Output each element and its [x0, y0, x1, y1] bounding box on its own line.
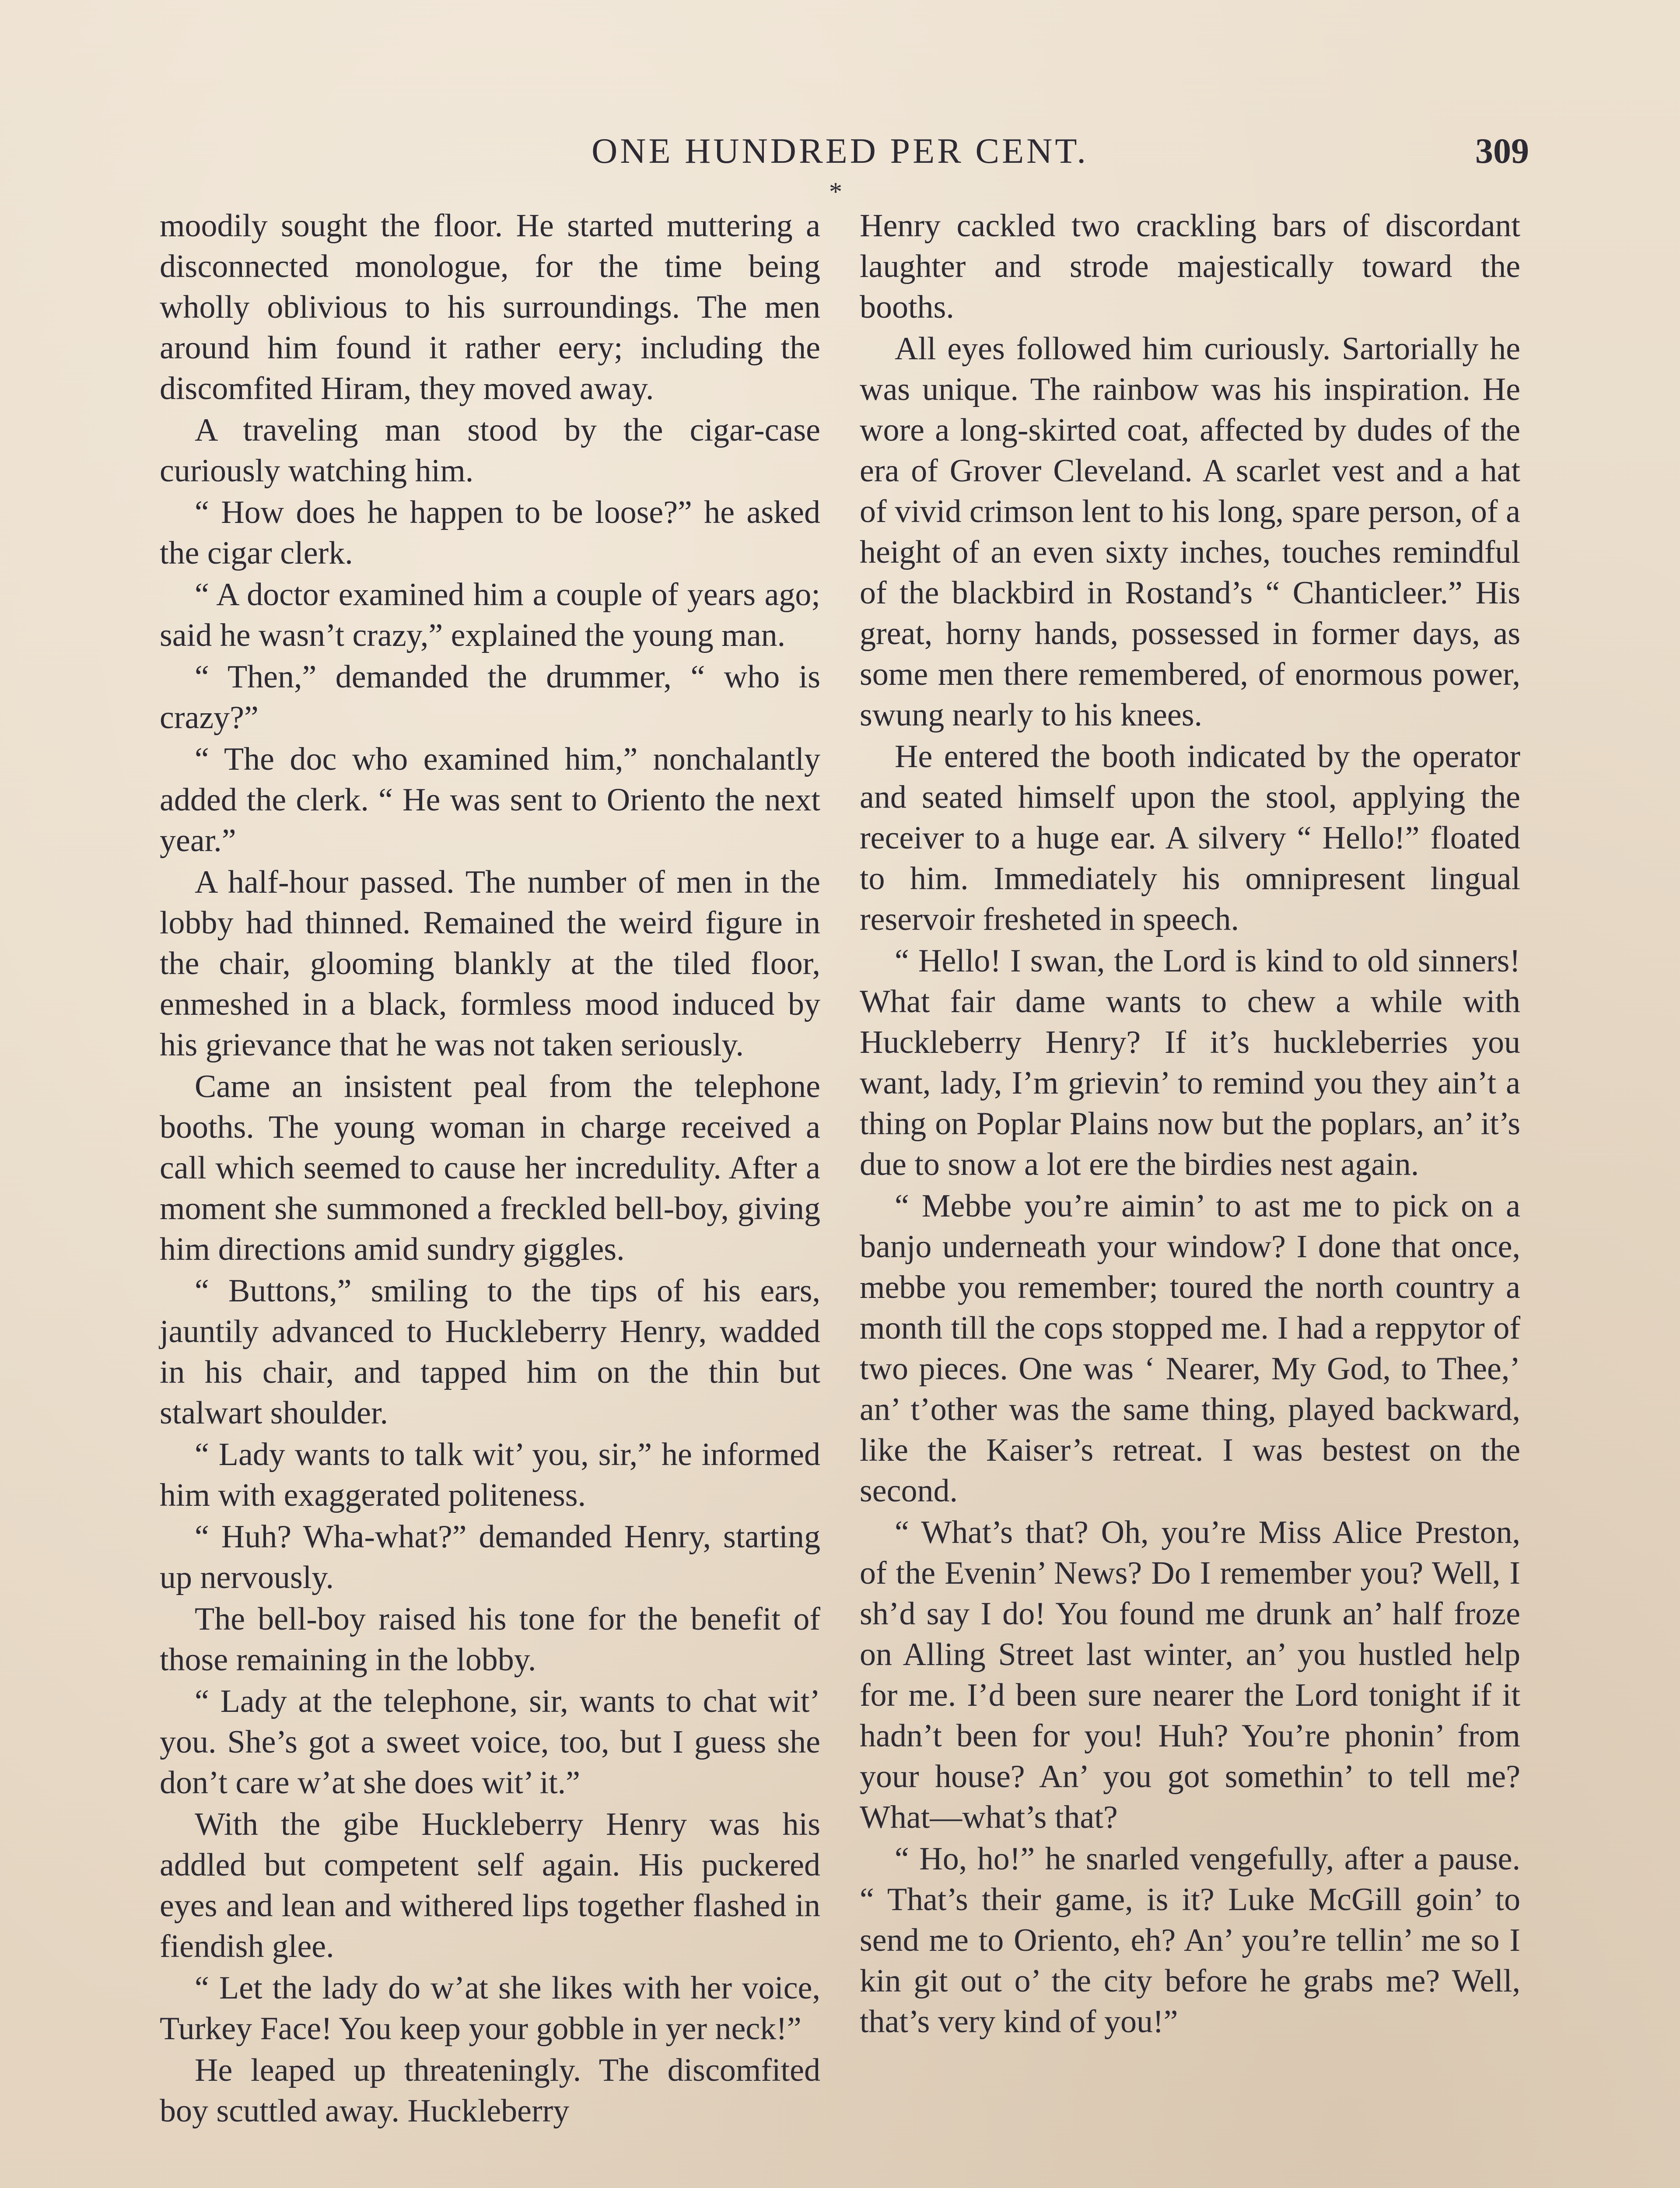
- paragraph: A half-hour passed. The number of men in the lobby had thinned. Remained the weird figure in the chair, glooming blankly at the tiled floor, enmeshed in a black, formless mood induced by his grievance that he was not taken seriously.: [160, 864, 820, 1063]
- paragraph: “ What’s that? Oh, you’re Miss Alice Preston, of the Evenin’ News? Do I remember you? Well, I sh’d say I do! You found me drunk an’ half froze on Alling Street last winter, an’ you hustled help for me. I’d been sure nearer the Lord tonight if it hadn’t been for you! Huh? You’re phonin’ from your house? An’ you got somethin’ to tell me? What—what’s that?: [860, 1515, 1520, 1835]
- paragraph: “ Ho, ho!” he snarled vengefully, after a pause. “ That’s their game, is it? Luke McGill goin’ to send me to Oriento, eh? An’ you’re tellin’ me so I kin git out o’ the city before he grabs me? Well, that’s very kind of you!”: [860, 1841, 1520, 2040]
- left-column: [160, 206, 820, 2132]
- asterisk-mark: *: [829, 177, 842, 206]
- paragraph: “ Mebbe you’re aimin’ to ast me to pick on a banjo underneath your window? I done that once, mebbe you remember; toured the north country a month till the cops stopped me. I had a reppytor of two pieces. One was ‘ Nearer, My God, to Thee,’ an’ t’other was the same thing, played backward, like the Kaiser’s retreat. I was bestest on the second.: [860, 1188, 1520, 1509]
- page-number: 309: [1475, 131, 1529, 171]
- paragraph: Henry cackled two crackling bars of discordant laughter and strode majestically toward the booths.: [860, 208, 1520, 325]
- page-header: [0, 127, 1680, 175]
- paragraph: “ Then,” demanded the drummer, “ who is crazy?”: [160, 659, 820, 736]
- running-head: ONE HUNDRED PER CENT.: [592, 131, 1088, 171]
- paragraph: A traveling man stood by the cigar-case curiously watching him.: [160, 412, 820, 489]
- paragraph: “ How does he happen to be loose?” he asked the cigar clerk.: [160, 494, 820, 571]
- paragraph: “ Let the lady do w’at she likes with her voice, Turkey Face! You keep your gobble in yer neck!”: [160, 1970, 820, 2047]
- paragraph: “ Lady wants to talk wit’ you, sir,” he informed him with exaggerated politeness.: [160, 1437, 820, 1513]
- paragraph: “ Huh? Wha-what?” demanded Henry, starting up nervously.: [160, 1519, 820, 1595]
- paragraph: With the gibe Huckleberry Henry was his addled but competent self again. His puckered eyes and lean and withered lips together flashed in fiendish glee.: [160, 1806, 820, 1964]
- paragraph: “ Hello! I swan, the Lord is kind to old sinners! What fair dame wants to chew a while with Huckleberry Henry? If it’s huckleberries you want, lady, I’m grievin’ to remind you they ain’t a thing on Poplar Plains now but the poplars, an’ it’s due to snow a lot ere the birdies nest again.: [860, 943, 1520, 1182]
- right-column: [860, 206, 1520, 2043]
- paragraph: “ A doctor examined him a couple of years ago; said he wasn’t crazy,” explained the young man.: [160, 577, 820, 653]
- paragraph: The bell-boy raised his tone for the benefit of those remaining in the lobby.: [160, 1601, 820, 1678]
- paragraph: He entered the booth indicated by the operator and seated himself upon the stool, applying the receiver to a huge ear. A silvery “ Hello!” floated to him. Immediately his omnipresent lingual reservoir fresheted in speech.: [860, 739, 1520, 937]
- paragraph: Came an insistent peal from the telephone booths. The young woman in charge received a call which seemed to cause her incredulity. After a moment she summoned a freckled bell-boy, giving him directions amid sundry giggles.: [160, 1069, 820, 1267]
- paragraph: moodily sought the floor. He started muttering a disconnected monologue, for the time being wholly oblivious to his surroundings. The men around him found it rather eery; including the discomfited Hiram, they moved away.: [160, 208, 820, 407]
- paragraph: “ Lady at the telephone, sir, wants to chat wit’ you. She’s got a sweet voice, too, but I guess she don’t care w’at she does wit’ it.”: [160, 1683, 820, 1801]
- paragraph: “ Buttons,” smiling to the tips of his ears, jauntily advanced to Huckleberry Henry, wadded in his chair, and tapped him on the thin but stalwart shoulder.: [160, 1273, 820, 1431]
- paragraph: All eyes followed him curiously. Sartorially he was unique. The rainbow was his inspiration. He wore a long-skirted coat, affected by dudes of the era of Grover Cleveland. A scarlet vest and a hat of vivid crimson lent to his long, spare person, of a height of an even sixty inches, touches remindful of the blackbird in Rostand’s “ Chanticleer.” His great, horny hands, possessed in former days, as some men there remembered, of enormous power, swung nearly to his knees.: [860, 331, 1520, 733]
- paragraph: He leaped up threateningly. The discomfited boy scuttled away. Huckleberry: [160, 2052, 820, 2129]
- paragraph: “ The doc who examined him,” nonchalantly added the clerk. “ He was sent to Oriento the next year.”: [160, 741, 820, 859]
